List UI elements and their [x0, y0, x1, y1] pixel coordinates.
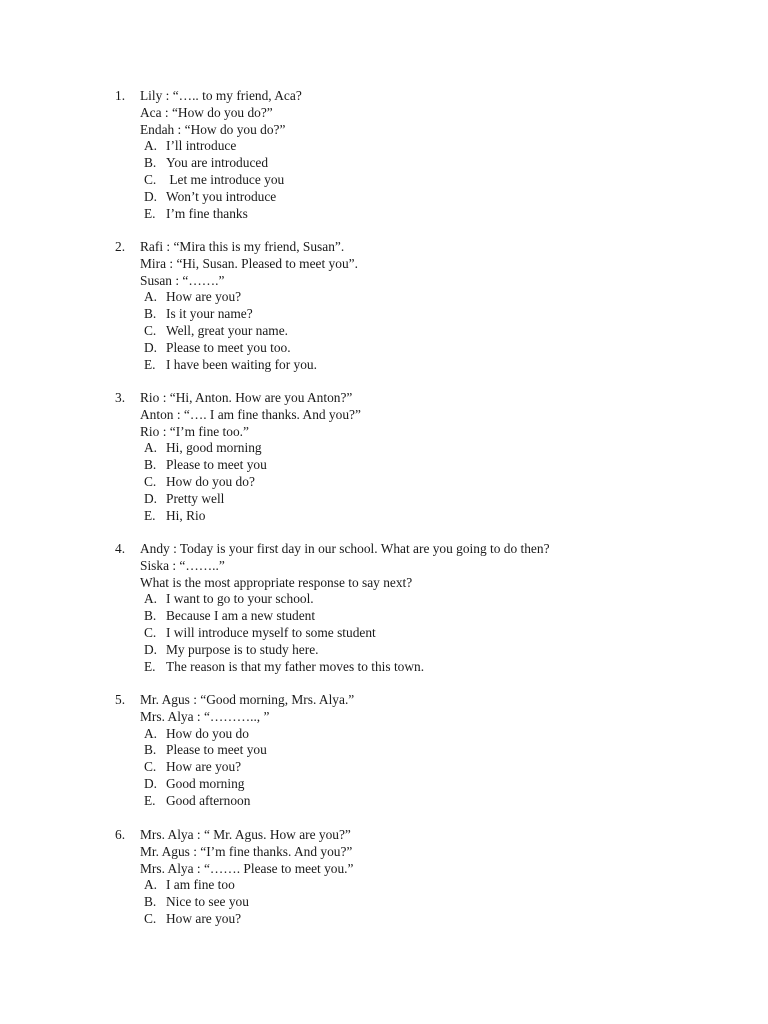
option-text: Pretty well	[166, 490, 225, 506]
answer-option[interactable]	[144, 591, 735, 608]
option-text: I am fine too	[166, 877, 235, 893]
option-text: Hi, good morning	[166, 440, 262, 456]
dialogue-line	[140, 256, 735, 273]
dialogue-line	[140, 575, 735, 592]
dialogue-line	[140, 122, 735, 139]
answer-option[interactable]	[144, 323, 735, 340]
dialogue-text: Rafi : “Mira this is my friend, Susan”.	[140, 239, 345, 254]
dialogue-text: Mrs. Alya : “……….., ”	[140, 708, 270, 724]
answer-option[interactable]	[144, 659, 735, 676]
option-letter: B.	[144, 155, 157, 171]
option-text: I’m fine thanks	[166, 205, 248, 221]
option-letter: E.	[144, 507, 156, 523]
option-letter: B.	[144, 457, 157, 473]
option-text: Please to meet you	[166, 742, 267, 758]
question-number: 5.	[115, 692, 126, 707]
option-text: Good morning	[166, 775, 245, 791]
answer-option[interactable]	[144, 138, 735, 155]
answer-option[interactable]	[144, 155, 735, 172]
option-text: The reason is that my father moves to this town.	[166, 658, 425, 674]
question-number: 3.	[115, 390, 126, 405]
option-letter: C.	[144, 759, 157, 775]
dialogue-line	[140, 407, 735, 424]
dialogue-text: Mrs. Alya : “ Mr. Agus. How are you?”	[140, 827, 351, 842]
answer-option[interactable]	[144, 759, 735, 776]
question-6	[115, 827, 735, 928]
question-number: 1.	[115, 88, 126, 103]
dialogue-line	[140, 105, 735, 122]
answer-option[interactable]	[144, 508, 735, 525]
option-letter: D.	[144, 339, 158, 355]
answer-option[interactable]	[144, 793, 735, 810]
dialogue-text: Siska : “……..”	[140, 557, 225, 573]
option-letter: E.	[144, 658, 156, 674]
option-text: Nice to see you	[166, 894, 249, 910]
question-number: 2.	[115, 239, 126, 254]
dialogue-text: Endah : “How do you do?”	[140, 121, 286, 137]
dialogue-text: Mr. Agus : “Good morning, Mrs. Alya.”	[140, 692, 355, 707]
option-letter: D.	[144, 490, 158, 506]
answer-option[interactable]	[144, 289, 735, 306]
dialogue-text: Andy : Today is your first day in our school. What are you going to do then?	[140, 541, 550, 556]
answer-option[interactable]	[144, 726, 735, 743]
dialogue-text: Rio : “Hi, Anton. How are you Anton?”	[140, 390, 353, 405]
option-text: My purpose is to study here.	[166, 641, 319, 657]
option-letter: A.	[144, 440, 158, 456]
answer-option[interactable]	[144, 911, 735, 928]
question-number: 4.	[115, 541, 126, 556]
option-letter: A.	[144, 725, 158, 741]
dialogue-line	[140, 558, 735, 575]
dialogue-text: Lily : “….. to my friend, Aca?	[140, 88, 302, 103]
option-text: Let me introduce you	[166, 171, 285, 187]
question-5	[115, 692, 735, 810]
option-text: I want to go to your school.	[166, 591, 314, 607]
question-2	[115, 239, 735, 373]
option-letter: E.	[144, 356, 156, 372]
option-letter: B.	[144, 306, 157, 322]
dialogue-text: Susan : “…….”	[140, 272, 225, 288]
dialogue-line	[140, 844, 735, 861]
dialogue-text: What is the most appropriate response to say next?	[140, 574, 413, 590]
option-text: How are you?	[166, 910, 242, 926]
answer-option[interactable]	[144, 457, 735, 474]
option-letter: A.	[144, 877, 158, 893]
option-text: Well, great your name.	[166, 322, 288, 338]
answer-option[interactable]	[144, 625, 735, 642]
question-first-line	[115, 88, 735, 105]
dialogue-line	[140, 709, 735, 726]
question-first-line	[115, 692, 735, 709]
dialogue-text: Rio : “I’m fine too.”	[140, 423, 249, 439]
question-4	[115, 541, 735, 675]
option-text: Hi, Rio	[166, 507, 206, 523]
dialogue-text: Mr. Agus : “I’m fine thanks. And you?”	[140, 843, 353, 859]
question-first-line	[115, 239, 735, 256]
option-text: You are introduced	[166, 155, 269, 171]
option-letter: C.	[144, 910, 157, 926]
option-letter: A.	[144, 289, 158, 305]
option-text: I will introduce myself to some student	[166, 624, 376, 640]
option-letter: D.	[144, 775, 158, 791]
question-1	[115, 88, 735, 222]
option-letter: B.	[144, 608, 157, 624]
option-text: Please to meet you	[166, 457, 267, 473]
option-letter: B.	[144, 742, 157, 758]
answer-option[interactable]	[144, 340, 735, 357]
option-letter: C.	[144, 624, 157, 640]
option-text: How do you do	[166, 725, 249, 741]
dialogue-line	[140, 861, 735, 878]
dialogue-text: Mira : “Hi, Susan. Pleased to meet you”.	[140, 255, 358, 271]
option-text: I’ll introduce	[166, 138, 237, 154]
answer-option[interactable]	[144, 206, 735, 223]
answer-option[interactable]	[144, 440, 735, 457]
option-text: Good afternoon	[166, 792, 251, 808]
answer-option[interactable]	[144, 491, 735, 508]
option-letter: C.	[144, 322, 157, 338]
option-letter: C.	[144, 473, 157, 489]
option-text: How do you do?	[166, 473, 255, 489]
dialogue-text: Mrs. Alya : “……. Please to meet you.”	[140, 860, 354, 876]
dialogue-line	[140, 273, 735, 290]
option-text: How are you?	[166, 759, 242, 775]
answer-option[interactable]	[144, 608, 735, 625]
answer-option[interactable]	[144, 172, 735, 189]
option-letter: A.	[144, 138, 158, 154]
dialogue-line	[140, 424, 735, 441]
option-letter: A.	[144, 591, 158, 607]
answer-option[interactable]	[144, 742, 735, 759]
dialogue-text: Aca : “How do you do?”	[140, 104, 273, 120]
answer-option[interactable]	[144, 306, 735, 323]
answer-option[interactable]	[144, 877, 735, 894]
answer-option[interactable]	[144, 474, 735, 491]
option-letter: E.	[144, 205, 156, 221]
option-letter: B.	[144, 894, 157, 910]
answer-option[interactable]	[144, 776, 735, 793]
question-first-line	[115, 541, 735, 558]
answer-option[interactable]	[144, 642, 735, 659]
option-text: I have been waiting for you.	[166, 356, 317, 372]
question-number: 6.	[115, 827, 126, 842]
option-letter: C.	[144, 171, 157, 187]
dialogue-text: Anton : “…. I am fine thanks. And you?”	[140, 406, 361, 422]
option-text: How are you?	[166, 289, 242, 305]
option-letter: D.	[144, 188, 158, 204]
option-text: Please to meet you too.	[166, 339, 291, 355]
answer-option[interactable]	[144, 189, 735, 206]
question-first-line	[115, 390, 735, 407]
answer-option[interactable]	[144, 894, 735, 911]
option-letter: E.	[144, 792, 156, 808]
question-first-line	[115, 827, 735, 844]
question-3	[115, 390, 735, 524]
answer-option[interactable]	[144, 357, 735, 374]
option-text: Won’t you introduce	[166, 188, 277, 204]
option-letter: D.	[144, 641, 158, 657]
option-text: Is it your name?	[166, 306, 253, 322]
option-text: Because I am a new student	[166, 608, 316, 624]
